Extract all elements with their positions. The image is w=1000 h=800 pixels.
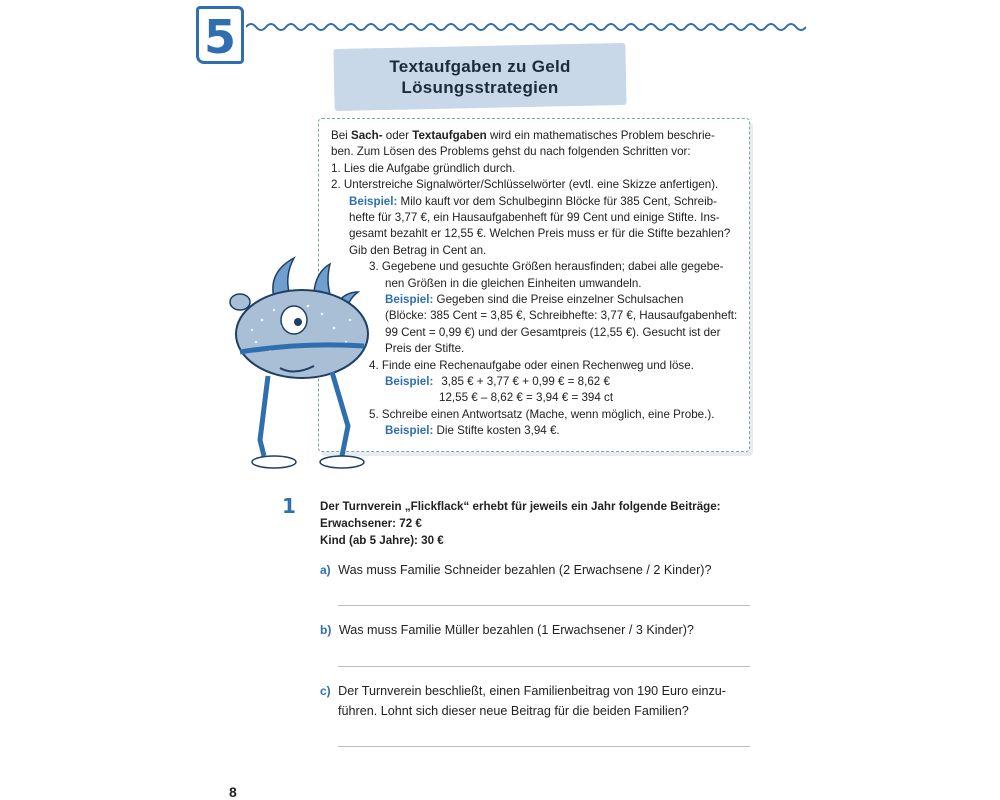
decorative-wave-line <box>246 20 806 34</box>
example-5-text-1: Die Stifte kosten 3,94 €. <box>433 424 560 438</box>
step-5: 5. Schreibe einen Antwortsatz (Mache, wenn möglich, eine Probe.). <box>369 407 715 421</box>
intro-text-keyword: Textaufgaben <box>412 129 487 142</box>
example-2-line-4: Gib den Betrag in Cent an. <box>349 243 487 257</box>
step-4: 4. Finde eine Rechenaufgabe oder einen Rechenweg und löse. <box>369 358 694 372</box>
example-5-line-1 <box>385 423 560 439</box>
example-label: Beispiel: <box>385 375 434 388</box>
page-title <box>334 56 626 98</box>
example-2-line-1 <box>349 194 717 210</box>
answer-line-a[interactable] <box>338 605 750 606</box>
example-3-text-1: Gegeben sind die Preise einzelner Schulsachen <box>433 293 684 306</box>
example-2-text-1: Milo kauft vor dem Schulbeginn Blöcke für 385 Cent, Schreib- <box>397 194 717 208</box>
exercise-number: 1 <box>282 494 296 518</box>
answer-line-b[interactable] <box>338 666 750 667</box>
question-letter: a) <box>320 563 331 577</box>
exercise-head-3: Kind (ab 5 Jahre): 30 € <box>320 534 444 547</box>
monster-illustration <box>222 250 392 474</box>
question-text: Der Turnverein beschließt, einen Familienbeitrag von 190 Euro einzu- <box>338 684 726 698</box>
intro-post: wird ein mathematisches Problem beschrie- <box>486 129 715 142</box>
example-3-line-4: Preis der Stifte. <box>385 342 465 356</box>
question-letter: b) <box>320 623 332 637</box>
example-4-line-2: 12,55 € – 8,62 € = 3,94 € = 394 ct <box>439 391 614 405</box>
exercise-head-2: Erwachsener: 72 € <box>320 517 422 530</box>
intro-sach: Sach- <box>350 129 383 142</box>
intro-line-2: ben. Zum Lösen des Problems gehst du nach folgenden Schritten vor: <box>331 145 691 159</box>
intro-pre: Bei <box>331 129 351 142</box>
intro-mid: oder <box>382 129 413 142</box>
answer-line-c[interactable] <box>338 746 750 747</box>
exercise-head-1: Der Turnverein „Flickflack“ erhebt für jeweils ein Jahr folgende Beiträge: <box>320 500 721 513</box>
step-1: 1. Lies die Aufgabe gründlich durch. <box>331 161 516 175</box>
question-c-line-2: führen. Lohnt sich dieser neue Beitrag für die beiden Familien? <box>338 704 689 718</box>
example-label: Beispiel: <box>349 194 398 208</box>
question-letter: c) <box>320 684 331 698</box>
title-line-2: Lösungsstrategien <box>401 78 559 97</box>
step-3-line-2: nen Größen in die gleichen Einheiten umwandeln. <box>385 276 642 290</box>
example-label: Beispiel: <box>385 293 434 306</box>
page-number: 8 <box>229 784 237 800</box>
question-text: Was muss Familie Schneider bezahlen (2 Erwachsene / 2 Kinder)? <box>338 563 712 577</box>
example-4-calc-1: 3,85 € + 3,77 € + 0,99 € = 8,62 € <box>441 375 610 388</box>
question-text: Was muss Familie Müller bezahlen (1 Erwachsener / 3 Kinder)? <box>338 623 694 637</box>
question-a <box>320 563 712 577</box>
title-line-1: Textaufgaben zu Geld <box>389 57 571 76</box>
question-b <box>320 623 694 637</box>
example-2-line-3: gesamt bezahlt er 12,55 €. Welchen Preis muss er für die Stifte bezahlen? <box>349 227 731 241</box>
step-3-line-1: 3. Gegebene und gesuchte Größen herausfinden; dabei alle gegebe- <box>369 260 724 274</box>
example-3-line-1 <box>385 292 683 308</box>
step-2: 2. Unterstreiche Signalwörter/Schlüsselwörter (evtl. eine Skizze anfertigen). <box>331 178 719 192</box>
example-3-line-2: (Blöcke: 385 Cent = 3,85 €, Schreibhefte: 3,77 €, Hausaufgabenheft: <box>385 309 738 323</box>
example-4-line-1 <box>385 374 610 390</box>
info-text <box>331 128 741 448</box>
intro-line-1 <box>331 128 715 144</box>
example-2-line-2: hefte für 3,77 €, ein Hausaufgabenheft für 99 Cent und einige Stifte. Ins- <box>349 211 720 224</box>
chapter-number: 5 <box>196 6 244 64</box>
example-3-line-3: 99 Cent = 0,99 €) und der Gesamtpreis (12,55 €). Gesucht ist der <box>385 325 721 339</box>
question-c <box>320 684 726 698</box>
example-label: Beispiel: <box>385 424 434 438</box>
